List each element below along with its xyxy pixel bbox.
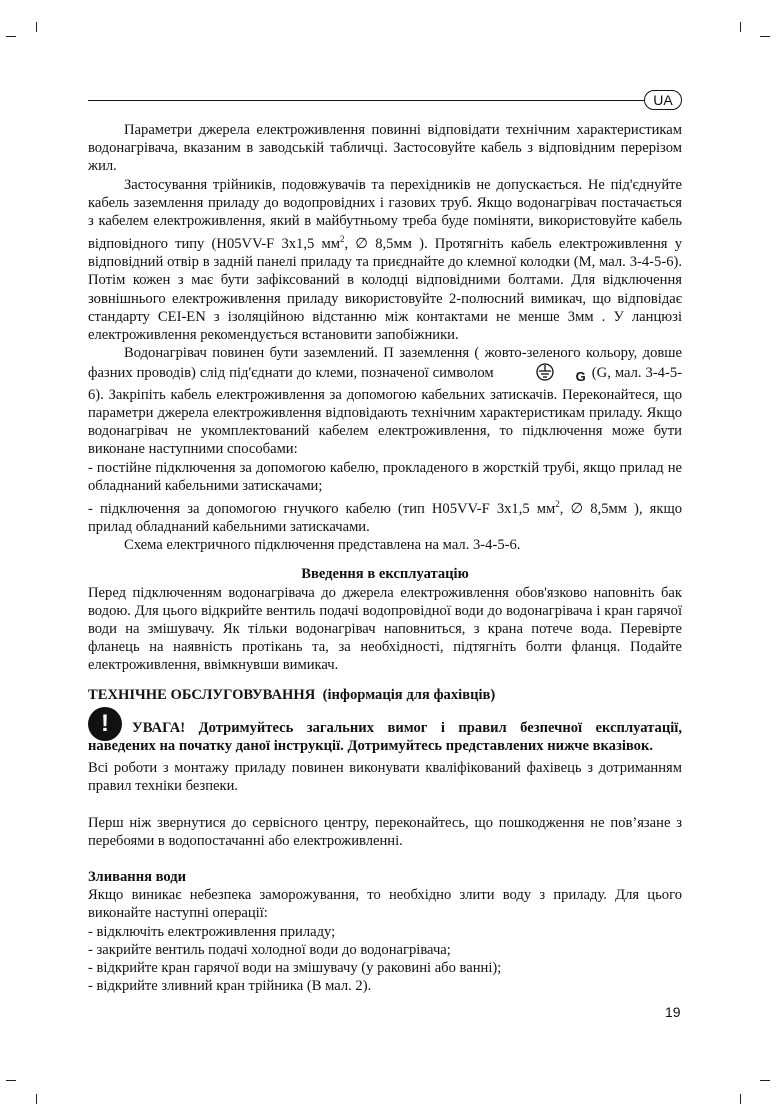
superscript: 2 <box>555 498 560 509</box>
warning-text-content: УВАГА! Дотримуйтесь загальних вимог і правил безпечної експлуатації, наведених на початку даної інструкції. Дотримуйтесь представлених нижче вказівок. <box>88 719 682 755</box>
list-item: - відключіть електроживлення приладу; <box>88 923 336 940</box>
paragraph: Перш ніж звернутися до сервісного центру, переконайтесь, що пошкодження не пов’язане з перебоями в водопостачанні або електроживленні. <box>88 814 682 849</box>
crop-mark <box>6 36 16 37</box>
paragraph: Перед підключенням водонагрівача до джерела електроживлення обов'язково наповніть бак водою. Для цього відкрийте вентиль подачі водопровідної води до водонагрівача і кран гарячої води на змішувачу. Як тільки водонагрівач наповниться, з крана потече вода. Перевірте фланець на наявність протікань та, за необхідності, підтягніть болти фланця. Подайте електроживлення, ввімкнувши вимикач. <box>88 584 682 674</box>
paragraph: Якщо виникає небезпека заморожування, то необхідно злити воду з приладу. Для цього виконайте наступні операції: <box>88 887 682 922</box>
crop-mark <box>740 1094 741 1104</box>
page-number: 19 <box>665 1004 681 1020</box>
list-item-text: , ∅ 8,5мм ), якщо прилад обладнаний кабельними затискачами. <box>88 500 682 535</box>
list-item-text: - підключення за допомогою гнучкого кабелю (тип H05VV-F 3x1,5 мм <box>88 500 556 517</box>
ground-symbol-letter: G <box>575 368 586 384</box>
paragraph-text: Водонагрівач повинен бути заземлений. П заземлення ( жовто-зеленого кольору, довше фазних проводів) слід під'єднати до клеми, позначеної символом <box>88 345 682 381</box>
language-badge: UA <box>644 90 682 110</box>
list-item: - закрийте вентиль подачі холодної води до водонагрівача; <box>88 941 451 958</box>
section-title: Зливання води <box>88 869 187 886</box>
crop-mark <box>6 1080 16 1081</box>
crop-mark <box>36 22 37 32</box>
section-title-main: ТЕХНІЧНЕ ОБСЛУГОВУВАННЯ <box>88 686 316 703</box>
crop-mark <box>760 36 770 37</box>
paragraph-text: (G, мал. 3-4-5-6). Закріпіть кабель електроживлення за допомогою кабельних затискачів. Переконайтеся, що параметри джерела електроживлення відповідають технічним характеристикам приладу. Якщо водонагрівач не укомплектований кабелем електроживлення, то підключення може бути виконане наступними способами: <box>88 364 682 458</box>
crop-mark <box>36 1094 37 1104</box>
superscript: 2 <box>339 234 345 245</box>
paragraph-text: , ∅ 8,5мм ). Протягніть кабель електроживлення у відповідний отвір в задній панелі приладу та приєднайте до клемної колодки (M, мал. 3-4-5-6). Потім кожен з має бути зафіксований в колодці відповідними болтами. Для відключення зовнішнього електроживлення приладу використовуйте 2-полюсний вимикач, що відповідає стандарту CEI-EN з ізоляційною відстанню між контактами не менше 3мм . У ланцюзі електроживлення рекомендується встановити запобіжники. <box>88 236 682 344</box>
paragraph-text: Застосування трійників, подовжувачів та перехідників не допускається. Не під'єднуйте кабель заземлення приладу до водопровідних і газових труб. Якщо водонагрівач постачається з кабелем електроживлення, який в майбутньому треба буде поміняти, використовуйте кабель відповідного типу (H05VV-F 3x1,5 мм <box>88 176 682 253</box>
crop-mark <box>760 1080 770 1081</box>
list-item <box>88 495 682 536</box>
section-title <box>88 686 682 704</box>
ground-symbol-icon <box>500 363 586 386</box>
warning-text <box>88 719 682 755</box>
warning-block <box>88 709 682 755</box>
drain-steps-list <box>88 923 682 996</box>
paragraph: Всі роботи з монтажу приладу повинен виконувати кваліфікований фахівець з дотриманням правил техніки безпеки. <box>88 760 682 795</box>
warning-icon: ! <box>88 707 122 741</box>
list-item: - відкрийте кран гарячої води на змішувачу (у раковині або ванні); <box>88 960 502 977</box>
header-rule <box>88 100 644 101</box>
paragraph: Схема електричного підключення представлена на мал. 3-4-5-6. <box>124 537 521 554</box>
section-subtitle: (інформація для фахівців) <box>322 686 496 703</box>
paragraph: Параметри джерела електроживлення повинні відповідати технічним характеристикам водонагрівача, вказаним в заводській табличці. Застосовуйте кабель з відповідним перерізом жил. <box>88 122 682 175</box>
page-body <box>88 121 682 995</box>
list-item: - відкрийте зливний кран трійника (B мал. 2). <box>88 978 372 995</box>
section-title: Введення в експлуатацію <box>301 566 469 583</box>
paragraph <box>88 344 682 458</box>
list-item: - постійне підключення за допомогою кабелю, прокладеного в жорсткій трубі, якщо прилад не обладнаний кабельними затискачами; <box>88 459 682 494</box>
crop-mark <box>740 22 741 32</box>
paragraph <box>88 176 682 345</box>
